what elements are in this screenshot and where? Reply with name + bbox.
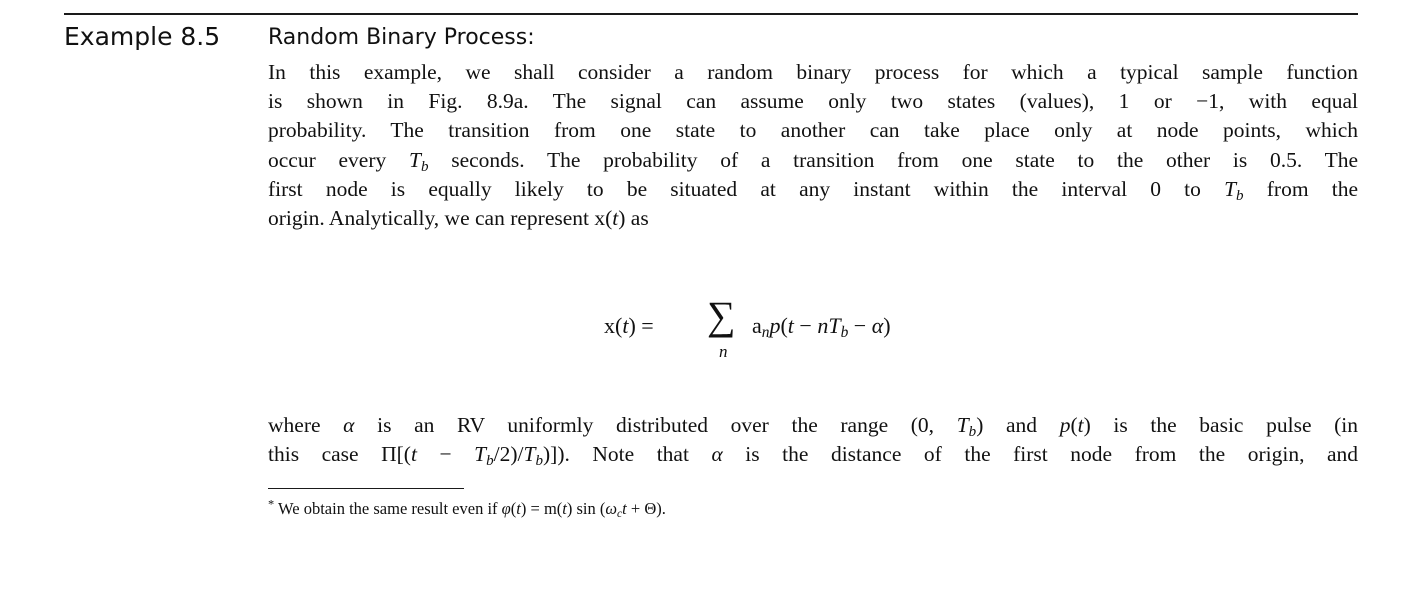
display-equation [604, 290, 1024, 370]
text-run: this case Π[( [268, 442, 411, 467]
text-run: is an RV uniformly distributed over the range (0, [377, 413, 935, 437]
text-run: occur every [268, 147, 387, 172]
math-alpha: α [343, 413, 355, 437]
paragraph-1 [268, 58, 1358, 233]
text-run: )]). Note that [543, 442, 689, 467]
paragraph-line: is shown in Fig. 8.9a. The signal can assume only two states (values), 1 or −1, with equal [268, 89, 1358, 114]
text-run: origin. Analytically, we can represent x( [268, 206, 613, 231]
math-pulse-arg: $t - T_b/2)/T_b$ [410, 442, 543, 469]
paragraph-line [268, 204, 1358, 233]
text-run: ) and [976, 413, 1038, 437]
text-run: first node is equally likely to be situated at any instant within the interval 0 to [268, 176, 1201, 201]
math-Tb: $T_b$ [956, 413, 977, 440]
text-run: is the distance of the first node from the origin, and [745, 442, 1359, 467]
text-run: ) as [618, 206, 649, 231]
footnote-text: We obtain the same result even if [278, 499, 498, 518]
paragraph-line [268, 411, 1358, 440]
math-Tb: $T_b$ [1224, 176, 1244, 204]
paragraph-line [268, 146, 1358, 175]
text-run: from the [1266, 176, 1359, 201]
summation-index: n [719, 342, 728, 361]
paragraph-line [268, 175, 1358, 204]
text-run: is the basic pulse (in [1113, 413, 1359, 437]
summation-symbol: ∑ [707, 293, 736, 338]
top-rule [64, 13, 1358, 15]
footnote-rule [268, 488, 464, 489]
footnote [268, 499, 666, 519]
paragraph-line [268, 440, 1358, 469]
footnote-formula: φ(t) = m(t) $\sin (\omega_ct + \Theta)$. [501, 499, 666, 520]
math-Tb: $T_b$ [408, 147, 429, 175]
example-title: Random Binary Process: [268, 25, 535, 50]
example-label: Example 8.5 [64, 22, 221, 51]
math-t: t [612, 206, 619, 231]
text-run: where [268, 413, 321, 437]
paragraph-line: In this example, we shall consider a random binary process for which a typical sample function [268, 60, 1358, 84]
equation-rhs: $a_np(t - nT_b - \alpha)$ [752, 313, 891, 341]
equation-lhs: x(t) = [604, 313, 654, 338]
paragraph-line: probability. The transition from one state to another can take place only at node points, which [268, 118, 1358, 143]
math-alpha: α [711, 442, 723, 467]
footnote-marker: * [268, 497, 275, 512]
math-pt: p(t) [1059, 413, 1091, 437]
paragraph-2 [268, 411, 1358, 469]
text-run: seconds. The probability of a transition from one state to the other is 0.5. The [451, 147, 1358, 172]
